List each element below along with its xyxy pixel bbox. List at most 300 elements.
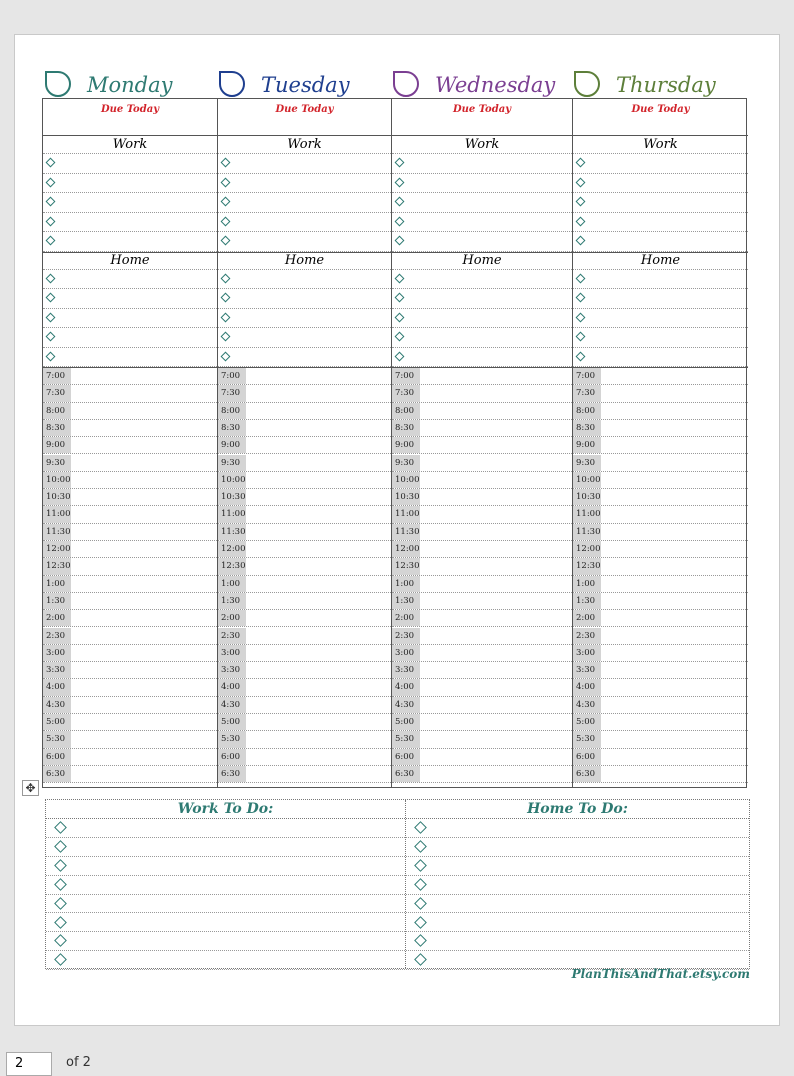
time-slot-row[interactable] bbox=[573, 524, 748, 541]
time-label: 2:30 bbox=[392, 628, 420, 644]
time-label: 9:00 bbox=[392, 437, 420, 453]
diamond-checkbox-icon[interactable] bbox=[576, 236, 586, 246]
time-slot-row[interactable] bbox=[392, 679, 572, 696]
time-slot-row[interactable] bbox=[573, 749, 748, 766]
home-todo-row[interactable] bbox=[406, 857, 749, 876]
diamond-checkbox-icon[interactable] bbox=[221, 273, 231, 283]
time-slot-row[interactable] bbox=[573, 662, 748, 679]
time-slot-row[interactable] bbox=[218, 593, 391, 610]
day-name: Monday bbox=[87, 73, 173, 97]
time-slot-row[interactable] bbox=[392, 541, 572, 558]
time-slot-row[interactable] bbox=[392, 524, 572, 541]
day-tab-icon bbox=[393, 71, 419, 97]
diamond-checkbox-icon[interactable] bbox=[221, 177, 231, 187]
page-count-label: of 2 bbox=[66, 1055, 91, 1070]
time-slot-row[interactable] bbox=[218, 645, 391, 662]
diamond-checkbox-icon[interactable] bbox=[46, 293, 56, 303]
work-todo-row[interactable] bbox=[46, 838, 405, 857]
work-task-row[interactable] bbox=[218, 154, 391, 174]
time-slot-row[interactable] bbox=[218, 662, 391, 679]
diamond-checkbox-icon[interactable] bbox=[54, 897, 67, 910]
time-label: 5:00 bbox=[218, 714, 246, 730]
time-slot-row[interactable] bbox=[43, 541, 217, 558]
time-slot-row[interactable] bbox=[43, 524, 217, 541]
time-label: 7:30 bbox=[43, 385, 71, 401]
home-todo-row[interactable] bbox=[406, 876, 749, 895]
time-slot-row[interactable] bbox=[43, 749, 217, 766]
home-task-row[interactable] bbox=[218, 309, 391, 329]
time-slot-row[interactable] bbox=[573, 368, 748, 385]
home-task-row[interactable] bbox=[43, 270, 217, 290]
diamond-checkbox-icon[interactable] bbox=[395, 177, 405, 187]
time-label: 11:30 bbox=[43, 524, 71, 540]
time-slot-row[interactable] bbox=[218, 766, 391, 783]
work-todo-row[interactable] bbox=[46, 876, 405, 895]
time-slot-row[interactable] bbox=[573, 766, 748, 783]
home-task-row[interactable] bbox=[218, 348, 391, 368]
time-label: 12:00 bbox=[43, 541, 71, 557]
time-label: 6:00 bbox=[573, 749, 601, 765]
time-slot-row[interactable] bbox=[218, 506, 391, 523]
time-label: 10:30 bbox=[573, 489, 601, 505]
home-section-heading: Home bbox=[43, 252, 217, 270]
time-slot-row[interactable] bbox=[392, 645, 572, 662]
diamond-checkbox-icon[interactable] bbox=[46, 351, 56, 361]
time-slot-row[interactable] bbox=[392, 420, 572, 437]
time-slot-row[interactable] bbox=[392, 489, 572, 506]
time-slot-row[interactable] bbox=[573, 506, 748, 523]
diamond-checkbox-icon[interactable] bbox=[414, 935, 427, 948]
time-slot-row[interactable] bbox=[392, 576, 572, 593]
time-slot-row[interactable] bbox=[43, 506, 217, 523]
time-label: 7:00 bbox=[573, 368, 601, 384]
time-label: 12:30 bbox=[218, 558, 246, 574]
time-label: 5:30 bbox=[218, 731, 246, 747]
work-task-row[interactable] bbox=[392, 193, 572, 213]
time-label: 3:00 bbox=[218, 645, 246, 661]
time-label: 12:00 bbox=[218, 541, 246, 557]
time-label: 10:30 bbox=[43, 489, 71, 505]
time-label: 2:00 bbox=[573, 610, 601, 626]
time-slot-row[interactable] bbox=[218, 368, 391, 385]
time-slot-row[interactable] bbox=[218, 385, 391, 402]
diamond-checkbox-icon[interactable] bbox=[576, 351, 586, 361]
time-slot-row[interactable] bbox=[218, 489, 391, 506]
time-slot-row[interactable] bbox=[573, 714, 748, 731]
diamond-checkbox-icon[interactable] bbox=[395, 197, 405, 207]
diamond-checkbox-icon[interactable] bbox=[395, 312, 405, 322]
home-task-row[interactable] bbox=[573, 348, 748, 368]
home-section-heading: Home bbox=[573, 252, 748, 270]
diamond-checkbox-icon[interactable] bbox=[221, 236, 231, 246]
time-slot-row[interactable] bbox=[573, 489, 748, 506]
time-slot-row[interactable] bbox=[43, 489, 217, 506]
due-today-cell[interactable]: Due Today bbox=[218, 99, 391, 136]
home-section-heading: Home bbox=[218, 252, 391, 270]
time-slot-row[interactable] bbox=[218, 437, 391, 454]
diamond-checkbox-icon[interactable] bbox=[395, 332, 405, 342]
home-task-row[interactable] bbox=[573, 289, 748, 309]
time-slot-row[interactable] bbox=[573, 593, 748, 610]
diamond-checkbox-icon[interactable] bbox=[414, 878, 427, 891]
time-label: 3:00 bbox=[392, 645, 420, 661]
time-slot-row[interactable] bbox=[392, 593, 572, 610]
time-slot-row[interactable] bbox=[392, 766, 572, 783]
time-slot-row[interactable] bbox=[573, 437, 748, 454]
diamond-checkbox-icon[interactable] bbox=[46, 216, 56, 226]
time-label: 10:30 bbox=[218, 489, 246, 505]
time-label: 10:00 bbox=[392, 472, 420, 488]
time-label: 3:30 bbox=[218, 662, 246, 678]
time-label: 8:00 bbox=[573, 403, 601, 419]
time-slot-row[interactable] bbox=[392, 368, 572, 385]
home-task-row[interactable] bbox=[43, 348, 217, 368]
home-task-row[interactable] bbox=[392, 270, 572, 290]
document-page bbox=[14, 34, 780, 1026]
diamond-checkbox-icon[interactable] bbox=[414, 916, 427, 929]
time-label: 10:30 bbox=[392, 489, 420, 505]
home-task-row[interactable] bbox=[392, 289, 572, 309]
table-move-handle[interactable]: ✥ bbox=[22, 780, 39, 796]
time-slot-row[interactable] bbox=[43, 437, 217, 454]
time-label: 4:00 bbox=[43, 679, 71, 695]
diamond-checkbox-icon[interactable] bbox=[395, 236, 405, 246]
time-label: 8:30 bbox=[218, 420, 246, 436]
time-label: 4:00 bbox=[573, 679, 601, 695]
time-slot-row[interactable] bbox=[573, 645, 748, 662]
time-slot-row[interactable] bbox=[43, 645, 217, 662]
diamond-checkbox-icon[interactable] bbox=[221, 312, 231, 322]
diamond-checkbox-icon[interactable] bbox=[54, 840, 67, 853]
home-todo-row[interactable] bbox=[406, 895, 749, 914]
home-task-row[interactable] bbox=[392, 348, 572, 368]
time-label: 8:30 bbox=[43, 420, 71, 436]
time-slot-row[interactable] bbox=[392, 403, 572, 420]
time-label: 1:30 bbox=[573, 593, 601, 609]
home-section-heading: Home bbox=[392, 252, 572, 270]
diamond-checkbox-icon[interactable] bbox=[414, 953, 427, 966]
diamond-checkbox-icon[interactable] bbox=[221, 197, 231, 207]
due-today-cell[interactable]: Due Today bbox=[43, 99, 217, 136]
home-todo-row[interactable] bbox=[406, 932, 749, 951]
work-todo-row[interactable] bbox=[46, 951, 405, 970]
diamond-checkbox-icon[interactable] bbox=[221, 216, 231, 226]
diamond-checkbox-icon[interactable] bbox=[395, 351, 405, 361]
work-task-row[interactable] bbox=[218, 213, 391, 233]
due-today-cell[interactable]: Due Today bbox=[392, 99, 572, 136]
diamond-checkbox-icon[interactable] bbox=[576, 158, 586, 168]
work-task-row[interactable] bbox=[573, 213, 748, 233]
work-task-row[interactable] bbox=[573, 154, 748, 174]
time-slot-row[interactable] bbox=[218, 420, 391, 437]
time-slot-row[interactable] bbox=[392, 455, 572, 472]
todo-table bbox=[45, 799, 750, 969]
time-slot-row[interactable] bbox=[392, 558, 572, 575]
time-slot-row[interactable] bbox=[573, 420, 748, 437]
time-slot-row[interactable] bbox=[43, 679, 217, 696]
day-name: Wednesday bbox=[435, 73, 556, 97]
time-label: 11:30 bbox=[573, 524, 601, 540]
work-todo-heading: Work To Do: bbox=[46, 800, 405, 819]
diamond-checkbox-icon[interactable] bbox=[576, 216, 586, 226]
time-label: 5:00 bbox=[573, 714, 601, 730]
home-task-row[interactable] bbox=[43, 309, 217, 329]
time-label: 8:00 bbox=[43, 403, 71, 419]
time-slot-row[interactable] bbox=[43, 455, 217, 472]
daily-planner-table bbox=[42, 98, 747, 788]
time-slot-row[interactable] bbox=[573, 455, 748, 472]
time-label: 5:00 bbox=[43, 714, 71, 730]
time-slot-row[interactable] bbox=[218, 472, 391, 489]
diamond-checkbox-icon[interactable] bbox=[576, 293, 586, 303]
work-task-row[interactable] bbox=[392, 154, 572, 174]
time-slot-row[interactable] bbox=[218, 749, 391, 766]
home-task-row[interactable] bbox=[218, 289, 391, 309]
time-label: 4:30 bbox=[43, 697, 71, 713]
time-label: 12:30 bbox=[573, 558, 601, 574]
diamond-checkbox-icon[interactable] bbox=[46, 158, 56, 168]
time-label: 1:00 bbox=[218, 576, 246, 592]
diamond-checkbox-icon[interactable] bbox=[395, 293, 405, 303]
time-label: 1:00 bbox=[43, 576, 71, 592]
diamond-checkbox-icon[interactable] bbox=[46, 332, 56, 342]
home-todo-row[interactable] bbox=[406, 819, 749, 838]
time-label: 4:00 bbox=[218, 679, 246, 695]
time-label: 11:00 bbox=[573, 506, 601, 522]
diamond-checkbox-icon[interactable] bbox=[576, 197, 586, 207]
work-task-row[interactable] bbox=[218, 193, 391, 213]
time-label: 5:30 bbox=[43, 731, 71, 747]
diamond-checkbox-icon[interactable] bbox=[221, 332, 231, 342]
work-task-row[interactable] bbox=[218, 232, 391, 252]
work-task-row[interactable] bbox=[43, 154, 217, 174]
time-slot-row[interactable] bbox=[392, 697, 572, 714]
work-todo-row[interactable] bbox=[46, 932, 405, 951]
time-slot-row[interactable] bbox=[218, 679, 391, 696]
time-slot-row[interactable] bbox=[218, 524, 391, 541]
diamond-checkbox-icon[interactable] bbox=[54, 935, 67, 948]
work-task-row[interactable] bbox=[573, 193, 748, 213]
time-slot-row[interactable] bbox=[218, 714, 391, 731]
time-slot-row[interactable] bbox=[392, 662, 572, 679]
time-label: 8:30 bbox=[392, 420, 420, 436]
time-slot-row[interactable] bbox=[218, 403, 391, 420]
time-slot-row[interactable] bbox=[43, 420, 217, 437]
time-slot-row[interactable] bbox=[43, 593, 217, 610]
time-label: 2:00 bbox=[218, 610, 246, 626]
time-slot-row[interactable] bbox=[218, 558, 391, 575]
time-slot-row[interactable] bbox=[218, 576, 391, 593]
time-slot-row[interactable] bbox=[573, 472, 748, 489]
home-task-row[interactable] bbox=[218, 328, 391, 348]
diamond-checkbox-icon[interactable] bbox=[46, 177, 56, 187]
time-label: 6:30 bbox=[43, 766, 71, 782]
time-slot-row[interactable] bbox=[573, 403, 748, 420]
diamond-checkbox-icon[interactable] bbox=[54, 953, 67, 966]
time-slot-row[interactable] bbox=[392, 749, 572, 766]
work-task-row[interactable] bbox=[43, 193, 217, 213]
work-task-row[interactable] bbox=[392, 232, 572, 252]
diamond-checkbox-icon[interactable] bbox=[395, 273, 405, 283]
home-todo-row[interactable] bbox=[406, 838, 749, 857]
home-todo-row[interactable] bbox=[406, 914, 749, 933]
time-label: 7:00 bbox=[218, 368, 246, 384]
time-slot-row[interactable] bbox=[573, 628, 748, 645]
time-label: 11:00 bbox=[43, 506, 71, 522]
day-column-tuesday bbox=[217, 99, 391, 787]
diamond-checkbox-icon[interactable] bbox=[576, 177, 586, 187]
home-task-row[interactable] bbox=[392, 309, 572, 329]
time-slot-row[interactable] bbox=[392, 610, 572, 627]
home-task-row[interactable] bbox=[573, 270, 748, 290]
diamond-checkbox-icon[interactable] bbox=[576, 332, 586, 342]
time-label: 2:00 bbox=[392, 610, 420, 626]
time-slot-row[interactable] bbox=[392, 714, 572, 731]
work-task-row[interactable] bbox=[43, 213, 217, 233]
time-slot-row[interactable] bbox=[573, 576, 748, 593]
page-number-input[interactable]: 2 bbox=[6, 1052, 52, 1076]
time-slot-row[interactable] bbox=[43, 558, 217, 575]
diamond-checkbox-icon[interactable] bbox=[576, 312, 586, 322]
time-label: 12:00 bbox=[392, 541, 420, 557]
time-slot-row[interactable] bbox=[392, 437, 572, 454]
diamond-checkbox-icon[interactable] bbox=[46, 273, 56, 283]
work-task-row[interactable] bbox=[573, 232, 748, 252]
diamond-checkbox-icon[interactable] bbox=[221, 293, 231, 303]
work-todo-row[interactable] bbox=[46, 914, 405, 933]
home-task-row[interactable] bbox=[392, 328, 572, 348]
time-slot-row[interactable] bbox=[573, 610, 748, 627]
time-label: 7:00 bbox=[43, 368, 71, 384]
work-task-row[interactable] bbox=[392, 174, 572, 194]
time-slot-row[interactable] bbox=[218, 697, 391, 714]
work-section-heading: Work bbox=[392, 136, 572, 154]
time-slot-row[interactable] bbox=[392, 472, 572, 489]
time-label: 4:30 bbox=[573, 697, 601, 713]
home-todo-column bbox=[405, 800, 749, 968]
time-slot-row[interactable] bbox=[392, 506, 572, 523]
time-slot-row[interactable] bbox=[43, 576, 217, 593]
time-label: 7:30 bbox=[218, 385, 246, 401]
work-task-row[interactable] bbox=[43, 232, 217, 252]
time-label: 5:30 bbox=[392, 731, 420, 747]
time-label: 11:30 bbox=[218, 524, 246, 540]
time-slot-row[interactable] bbox=[218, 610, 391, 627]
diamond-checkbox-icon[interactable] bbox=[414, 840, 427, 853]
time-slot-row[interactable] bbox=[43, 368, 217, 385]
day-column-thursday bbox=[572, 99, 748, 787]
time-label: 1:00 bbox=[392, 576, 420, 592]
diamond-checkbox-icon[interactable] bbox=[54, 859, 67, 872]
diamond-checkbox-icon[interactable] bbox=[54, 878, 67, 891]
work-section-heading: Work bbox=[573, 136, 748, 154]
time-label: 9:30 bbox=[573, 455, 601, 471]
work-task-row[interactable] bbox=[218, 174, 391, 194]
due-today-cell[interactable]: Due Today bbox=[573, 99, 748, 136]
time-slot-row[interactable] bbox=[218, 455, 391, 472]
time-label: 4:30 bbox=[392, 697, 420, 713]
diamond-checkbox-icon[interactable] bbox=[414, 859, 427, 872]
diamond-checkbox-icon[interactable] bbox=[46, 236, 56, 246]
time-slot-row[interactable] bbox=[392, 731, 572, 748]
time-label: 9:30 bbox=[392, 455, 420, 471]
diamond-checkbox-icon[interactable] bbox=[414, 821, 427, 834]
home-task-row[interactable] bbox=[573, 309, 748, 329]
work-task-row[interactable] bbox=[43, 174, 217, 194]
time-slot-row[interactable] bbox=[43, 731, 217, 748]
work-todo-row[interactable] bbox=[46, 819, 405, 838]
time-slot-row[interactable] bbox=[218, 541, 391, 558]
diamond-checkbox-icon[interactable] bbox=[221, 158, 231, 168]
time-label: 2:00 bbox=[43, 610, 71, 626]
diamond-checkbox-icon[interactable] bbox=[395, 216, 405, 226]
diamond-checkbox-icon[interactable] bbox=[395, 158, 405, 168]
time-slot-row[interactable] bbox=[573, 558, 748, 575]
work-todo-row[interactable] bbox=[46, 895, 405, 914]
work-task-row[interactable] bbox=[573, 174, 748, 194]
time-slot-row[interactable] bbox=[218, 628, 391, 645]
diamond-checkbox-icon[interactable] bbox=[46, 197, 56, 207]
home-task-row[interactable] bbox=[43, 328, 217, 348]
diamond-checkbox-icon[interactable] bbox=[414, 897, 427, 910]
time-slot-row[interactable] bbox=[43, 628, 217, 645]
work-todo-row[interactable] bbox=[46, 857, 405, 876]
time-slot-row[interactable] bbox=[573, 541, 748, 558]
time-slot-row[interactable] bbox=[43, 662, 217, 679]
time-label: 7:30 bbox=[573, 385, 601, 401]
day-tab-icon bbox=[574, 71, 600, 97]
time-slot-row[interactable] bbox=[573, 385, 748, 402]
time-label: 2:30 bbox=[43, 628, 71, 644]
time-slot-row[interactable] bbox=[43, 714, 217, 731]
time-slot-row[interactable] bbox=[573, 679, 748, 696]
time-label: 5:00 bbox=[392, 714, 420, 730]
diamond-checkbox-icon[interactable] bbox=[54, 821, 67, 834]
time-slot-row[interactable] bbox=[43, 472, 217, 489]
time-label: 10:00 bbox=[573, 472, 601, 488]
time-label: 4:00 bbox=[392, 679, 420, 695]
diamond-checkbox-icon[interactable] bbox=[221, 351, 231, 361]
time-slot-row[interactable] bbox=[573, 731, 748, 748]
time-slot-row[interactable] bbox=[43, 766, 217, 783]
time-label: 7:00 bbox=[392, 368, 420, 384]
time-label: 6:00 bbox=[43, 749, 71, 765]
home-task-row[interactable] bbox=[218, 270, 391, 290]
home-task-row[interactable] bbox=[43, 289, 217, 309]
time-label: 3:30 bbox=[43, 662, 71, 678]
home-task-row[interactable] bbox=[573, 328, 748, 348]
diamond-checkbox-icon[interactable] bbox=[576, 273, 586, 283]
time-slot-row[interactable] bbox=[218, 731, 391, 748]
work-section-heading: Work bbox=[218, 136, 391, 154]
time-slot-row[interactable] bbox=[43, 697, 217, 714]
work-todo-column bbox=[46, 800, 405, 968]
work-task-row[interactable] bbox=[392, 213, 572, 233]
time-label: 8:00 bbox=[218, 403, 246, 419]
time-slot-row[interactable] bbox=[43, 385, 217, 402]
time-label: 3:30 bbox=[573, 662, 601, 678]
time-slot-row[interactable] bbox=[573, 697, 748, 714]
time-slot-row[interactable] bbox=[43, 403, 217, 420]
time-slot-row[interactable] bbox=[392, 628, 572, 645]
diamond-checkbox-icon[interactable] bbox=[54, 916, 67, 929]
diamond-checkbox-icon[interactable] bbox=[46, 312, 56, 322]
time-label: 9:00 bbox=[43, 437, 71, 453]
time-slot-row[interactable] bbox=[392, 385, 572, 402]
time-label: 7:30 bbox=[392, 385, 420, 401]
time-slot-row[interactable] bbox=[43, 610, 217, 627]
time-label: 9:00 bbox=[573, 437, 601, 453]
